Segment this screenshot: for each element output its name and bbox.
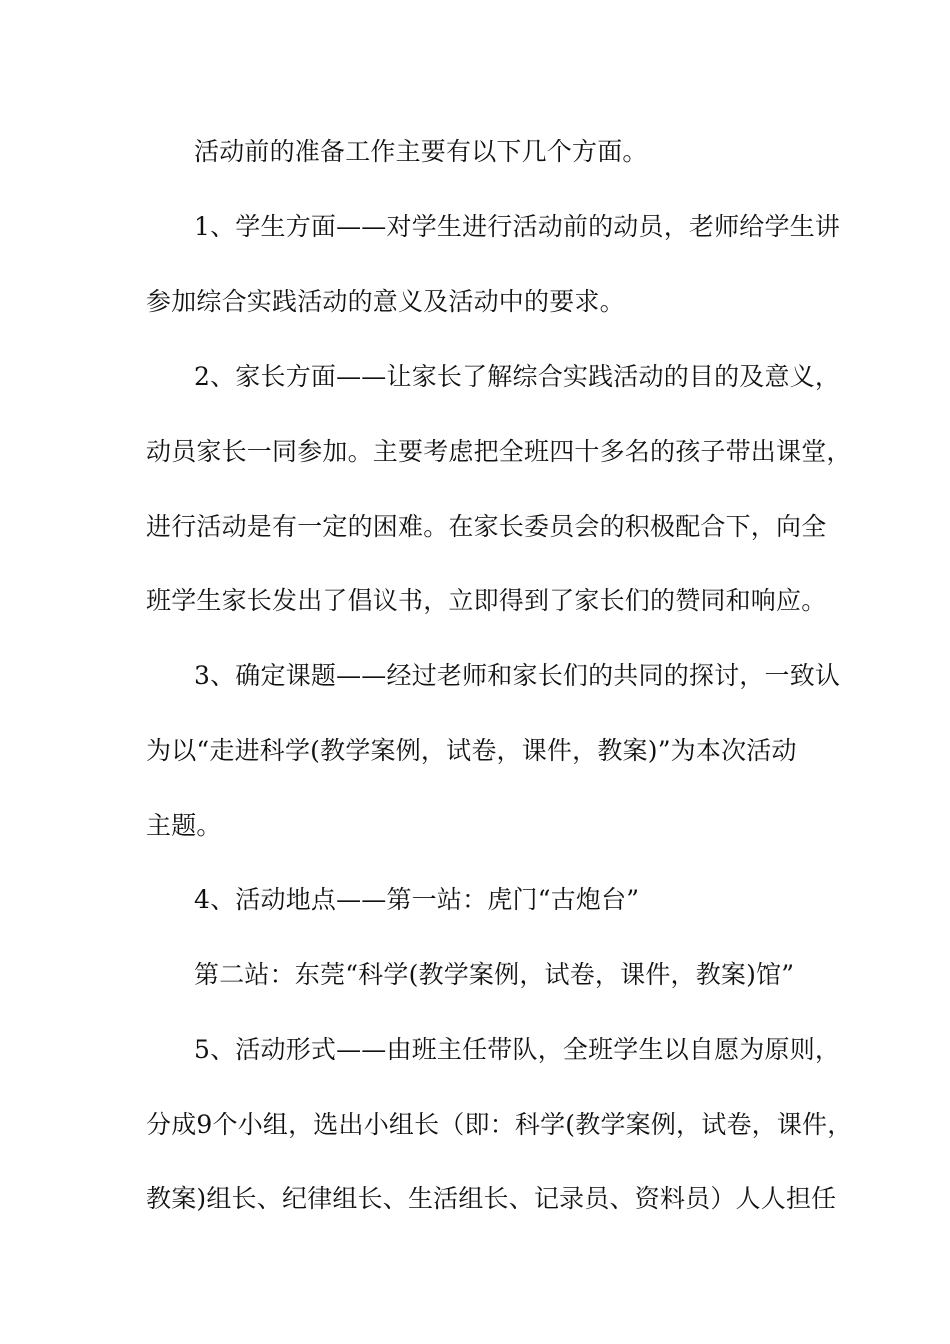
item-2-line-1: 2、家长方面——让家长了解综合实践活动的目的及意义， xyxy=(194,362,841,391)
item-4-line-2: 第二站：东莞“科学(教学案例，试卷，课件，教案)馆” xyxy=(194,960,795,989)
item-5-line-3: 教案)组长、纪律组长、生活组长、记录员、资料员）人人担任 xyxy=(146,1184,837,1213)
item-1-line-1: 1、学生方面——对学生进行活动前的动员，老师给学生讲 xyxy=(194,212,841,241)
paragraph-intro: 活动前的准备工作主要有以下几个方面。 xyxy=(194,137,648,166)
item-2-line-4: 班学生家长发出了倡议书，立即得到了家长们的赞同和响应。 xyxy=(146,586,827,615)
item-4-line-1: 4、活动地点——第一站：虎门“古炮台” xyxy=(194,885,640,914)
item-3-line-1: 3、确定课题——经过老师和家长们的共同的探讨，一致认 xyxy=(194,661,841,690)
item-5-line-2: 分成9个小组，选出小组长（即：科学(教学案例，试卷，课件， xyxy=(146,1110,853,1139)
item-2-line-2: 动员家长一同参加。主要考虑把全班四十多名的孩子带出课堂， xyxy=(146,437,852,466)
item-2-line-3: 进行活动是有一定的困难。在家长委员会的积极配合下，向全 xyxy=(146,512,827,541)
item-3-line-3: 主题。 xyxy=(146,811,222,840)
item-1-line-2: 参加综合实践活动的意义及活动中的要求。 xyxy=(146,287,625,316)
item-5-line-1: 5、活动形式——由班主任带队，全班学生以自愿为原则， xyxy=(194,1035,841,1064)
item-3-line-2: 为以“走进科学(教学案例，试卷，课件，教案)”为本次活动 xyxy=(146,736,797,765)
